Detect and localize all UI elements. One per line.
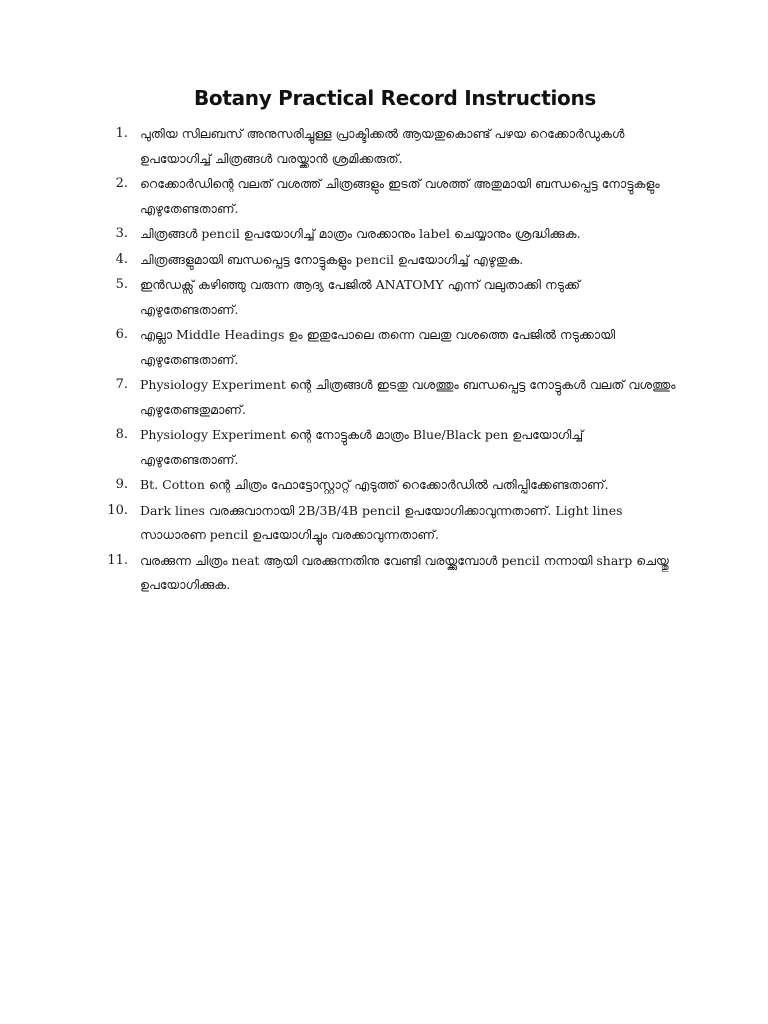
item-number: 10. <box>107 502 128 518</box>
item-text: എല്ലാ Middle Headings ഉം ഇതുപോലെ തന്നെ വലതു വശത്തെ പേജിൽ നടുക്കായി എഴുതേണ്ടതാണ്. <box>140 327 616 367</box>
list-item <box>100 273 680 322</box>
item-number: 7. <box>115 377 128 392</box>
item-number: 5. <box>115 277 128 292</box>
item-number: 9. <box>115 477 128 492</box>
item-number: 4. <box>115 251 128 267</box>
list-item <box>100 122 680 171</box>
item-text: Physiology Experiment ന്റെ ചിത്രങ്ങൾ ഇടതു വശത്തും ബന്ധപ്പെട്ട നോട്ടുകൾ വലത് വശത്തും എഴുതേണ്ടതുമാണ്. <box>140 377 676 417</box>
list-item <box>100 473 680 498</box>
list-item <box>100 222 680 247</box>
item-text: ചിത്രങ്ങൾ pencil ഉപയോഗിച്ച് മാത്രം വരക്കാനും label ചെയ്യാനും ശ്രദ്ധിക്കുക. <box>140 226 581 241</box>
item-text: റെക്കോർഡിന്റെ വലത് വശത്ത് ചിത്രങ്ങളും ഇടത് വശത്ത് അതുമായി ബന്ധപ്പെട്ട നോട്ടുകളും എഴുതേണ്ടതാണ്. <box>140 176 660 216</box>
item-number: 11. <box>107 552 128 568</box>
list-item <box>100 172 680 221</box>
list-item <box>100 248 680 273</box>
item-number: 6. <box>115 327 128 342</box>
item-text: ഇൻഡക്സ് കഴിഞ്ഞു വരുന്ന ആദ്യ പേജിൽ ANATOMY എന്ന് വലുതാക്കി നടുക്ക് എഴുതേണ്ടതാണ്. <box>140 277 581 317</box>
page-title: Botany Practical Record Instructions <box>193 86 597 110</box>
list-item <box>100 549 680 598</box>
item-number: 3. <box>115 226 128 241</box>
list-item <box>100 323 680 372</box>
list-item <box>100 423 680 472</box>
item-number: 8. <box>115 427 128 442</box>
item-number: 1. <box>115 126 128 141</box>
item-text: Bt. Cotton ന്റെ ചിത്രം ഫോട്ടോസ്റ്റാറ്റ് എടുത്ത് റെക്കോർഡിൽ പതിപ്പിക്കേണ്ടതാണ്. <box>140 477 609 492</box>
item-text: വരക്കുന്ന ചിത്രം neat ആയി വരക്കുന്നതിനു വേണ്ടി വരയ്ക്കുമ്പോൾ pencil നന്നായി sharp ചെയ്തു ഉപയോഗിക്കുക. <box>140 552 669 592</box>
list-item <box>100 499 680 548</box>
list-item <box>100 373 680 422</box>
item-text: ചിത്രങ്ങളുമായി ബന്ധപ്പെട്ട നോട്ടുകളും pencil ഉപയോഗിച്ച് എഴുതുക. <box>140 251 524 267</box>
item-text: Dark lines വരക്കുവാനായി 2B/3B/4B pencil ഉപയോഗിക്കാവുന്നതാണ്. Light lines സാധാരണ pencil ഉപയോഗിച്ചും വരക്കാവുന്നതാണ്. <box>140 502 623 542</box>
item-text: പുതിയ സിലബസ് അനുസരിച്ചുള്ള പ്രാക്ടിക്കൽ ആയതുകൊണ്ട് പഴയ റെക്കോർഡുകൾ ഉപയോഗിച്ച് ചിത്രങ്ങൾ വരയ്ക്കാൻ ശ്രമിക്കരുത്. <box>140 126 625 166</box>
item-number: 2. <box>115 176 128 191</box>
item-text: Physiology Experiment ന്റെ നോട്ടുകൾ മാത്രം Blue/Black pen ഉപയോഗിച്ച് എഴുതേണ്ടതാണ്. <box>140 427 584 467</box>
instruction-list <box>100 122 680 599</box>
